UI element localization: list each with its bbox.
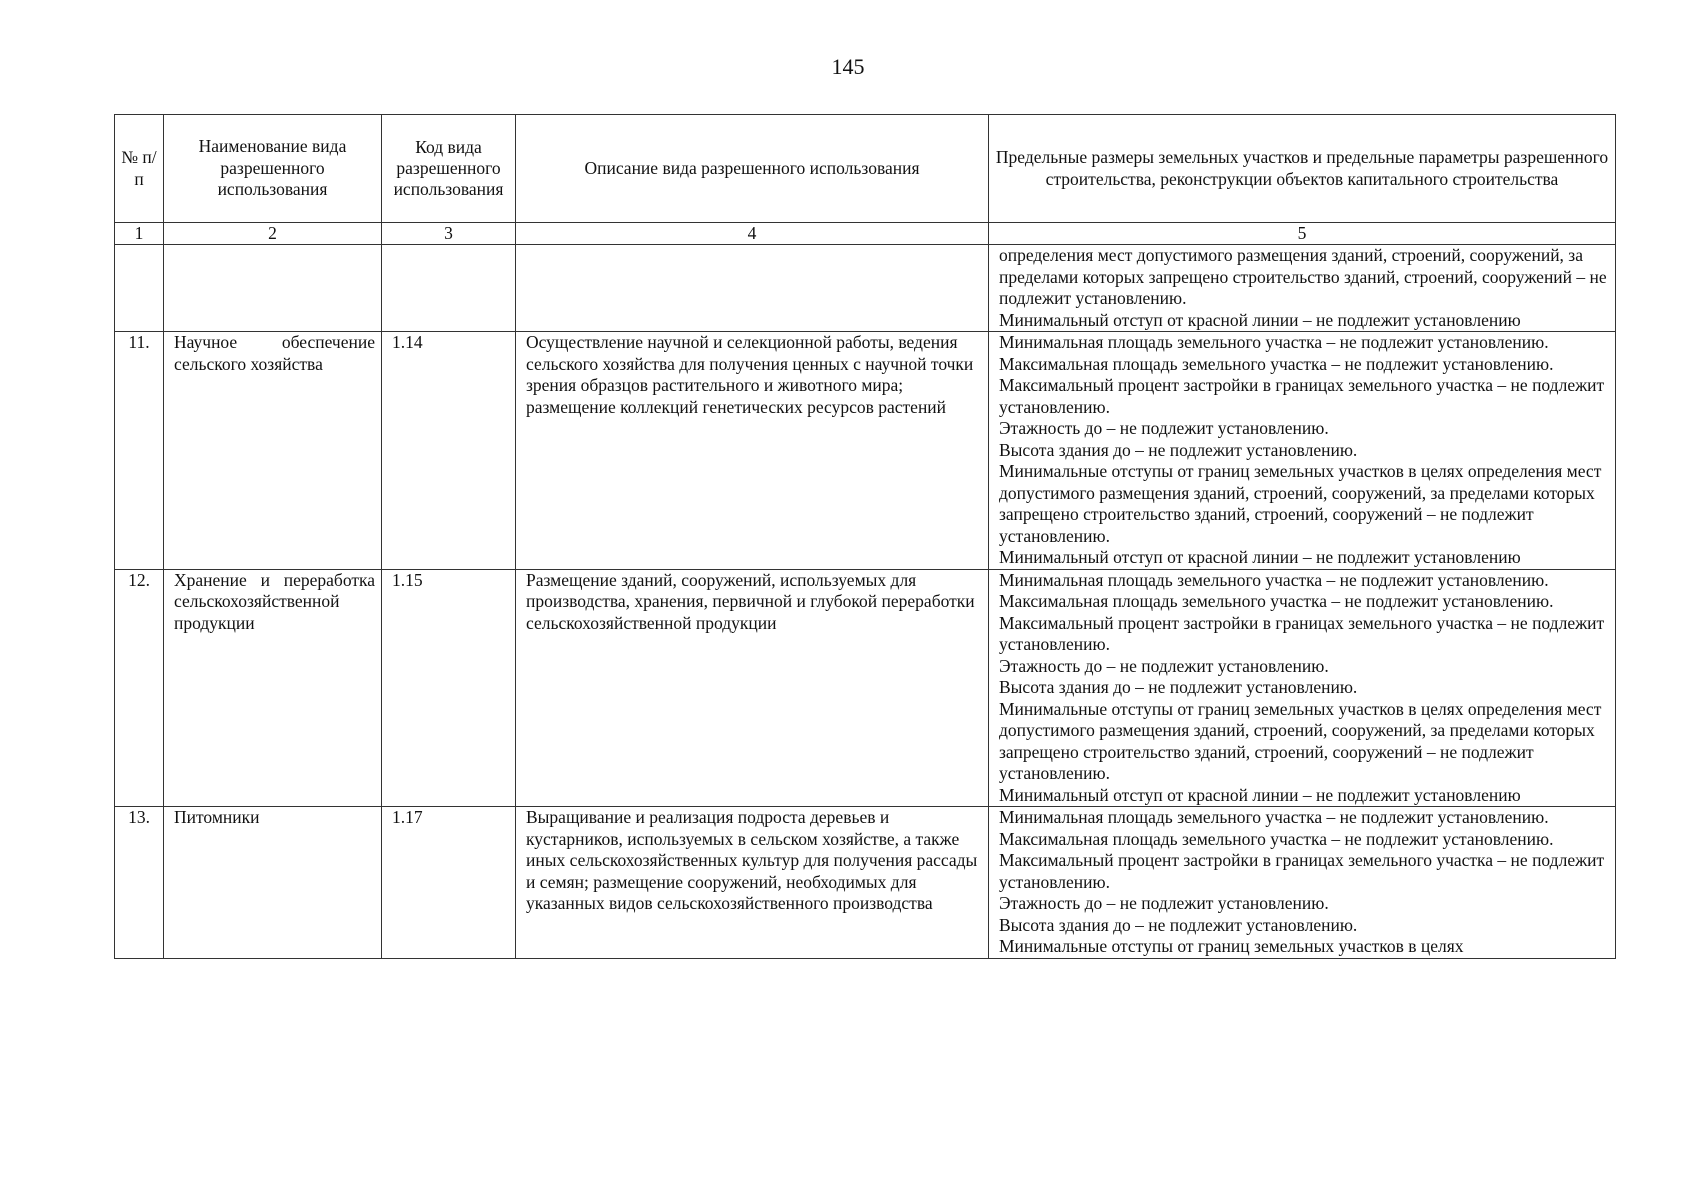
table-header-row — [115, 115, 1616, 223]
column-number-row — [115, 223, 1616, 245]
header-num: № п/п — [115, 115, 164, 223]
column-number: 5 — [989, 223, 1616, 245]
row-code: 1.15 — [382, 569, 516, 807]
param-line: Минимальный отступ от красной линии – не подлежит установлению — [999, 784, 1521, 805]
param-line: Высота здания до – не подлежит установлению. — [999, 439, 1358, 460]
param-line: Максимальный процент застройки в границах земельного участка – не подлежит установлению. — [999, 850, 1605, 892]
param-line: Минимальный отступ от красной линии – не подлежит установлению — [999, 309, 1521, 330]
table-row — [115, 807, 1616, 959]
row-description: Осуществление научной и селекционной работы, ведения сельского хозяйства для получения ценных с научной точки зрения образцов растительного и животного мира; размещение коллекций генетических ресурсов растений — [516, 332, 989, 570]
column-number: 2 — [164, 223, 382, 245]
column-number: 1 — [115, 223, 164, 245]
continuation-row — [115, 245, 1616, 332]
param-line: Максимальный процент застройки в границах земельного участка – не подлежит установлению. — [999, 375, 1605, 417]
header-name: Наименование вида разрешенного использования — [164, 115, 382, 223]
param-line: Минимальные отступы от границ земельных участков в целях определения мест допустимого размещения зданий, строений, сооружений, за пределами которых запрещено строительство зданий, строений, сооружений – не подлежит установлению. — [999, 698, 1602, 783]
param-line: Минимальные отступы от границ земельных участков в целях — [999, 936, 1464, 956]
row-code: 1.14 — [382, 332, 516, 570]
param-line: Минимальная площадь земельного участка – не подлежит установлению. — [999, 807, 1549, 827]
row-params — [989, 332, 1616, 570]
row-num: 12. — [115, 569, 164, 807]
param-line: Высота здания до – не подлежит установлению. — [999, 677, 1358, 697]
param-line: Максимальный процент застройки в границах земельного участка – не подлежит установлению. — [999, 612, 1605, 654]
param-line: Высота здания до – не подлежит установлению. — [999, 914, 1358, 935]
param-line: Этажность до – не подлежит установлению. — [999, 418, 1329, 438]
row-description: Размещение зданий, сооружений, используемых для производства, хранения, первичной и глубокой переработки сельскохозяйственной продукции — [516, 569, 989, 807]
continuation-num-cell — [115, 245, 164, 332]
continuation-params-cell — [989, 245, 1616, 332]
row-name: Питомники — [164, 807, 382, 959]
row-name: Научное обеспечение сельского хозяйства — [164, 332, 382, 570]
param-line: Максимальная площадь земельного участка – не подлежит установлению. — [999, 353, 1554, 374]
header-code: Код вида разрешенного использования — [382, 115, 516, 223]
permitted-use-table — [114, 114, 1616, 959]
column-number: 4 — [516, 223, 989, 245]
table-row — [115, 332, 1616, 570]
param-line: определения мест допустимого размещения зданий, строений, сооружений, за пределами которых запрещено строительство зданий, строений, сооружений – не подлежит установлению. — [999, 245, 1607, 308]
row-num: 13. — [115, 807, 164, 959]
table-row — [115, 569, 1616, 807]
continuation-description-cell — [516, 245, 989, 332]
param-line: Максимальная площадь земельного участка – не подлежит установлению. — [999, 591, 1554, 611]
param-line: Этажность до – не подлежит установлению. — [999, 893, 1329, 913]
row-code: 1.17 — [382, 807, 516, 959]
header-description: Описание вида разрешенного использования — [516, 115, 989, 223]
row-num: 11. — [115, 332, 164, 570]
column-number: 3 — [382, 223, 516, 245]
row-params — [989, 569, 1616, 807]
row-params — [989, 807, 1616, 959]
param-line: Минимальный отступ от красной линии – не подлежит установлению — [999, 547, 1521, 567]
param-line: Этажность до – не подлежит установлению. — [999, 655, 1329, 676]
param-line: Минимальная площадь земельного участка – не подлежит установлению. — [999, 332, 1549, 352]
continuation-code-cell — [382, 245, 516, 332]
page-number: 145 — [831, 54, 865, 79]
param-line: Минимальные отступы от границ земельных участков в целях определения мест допустимого размещения зданий, строений, сооружений, за пределами которых запрещено строительство зданий, строений, сооружений – не подлежит установлению. — [999, 461, 1602, 546]
header-params: Предельные размеры земельных участков и предельные параметры разрешенного строительства, реконструкции объектов капитального строительства — [989, 115, 1616, 223]
continuation-name-cell — [164, 245, 382, 332]
row-name: Хранение и переработка сельскохозяйственной продукции — [164, 569, 382, 807]
param-line: Максимальная площадь земельного участка – не подлежит установлению. — [999, 828, 1554, 849]
row-description: Выращивание и реализация подроста деревьев и кустарников, используемых в сельском хозяйстве, а также иных сельскохозяйственных культур для получения рассады и семян; размещение сооружений, необходимых для указанных видов сельскохозяйственного производства — [516, 807, 989, 959]
param-line: Минимальная площадь земельного участка – не подлежит установлению. — [999, 569, 1549, 590]
